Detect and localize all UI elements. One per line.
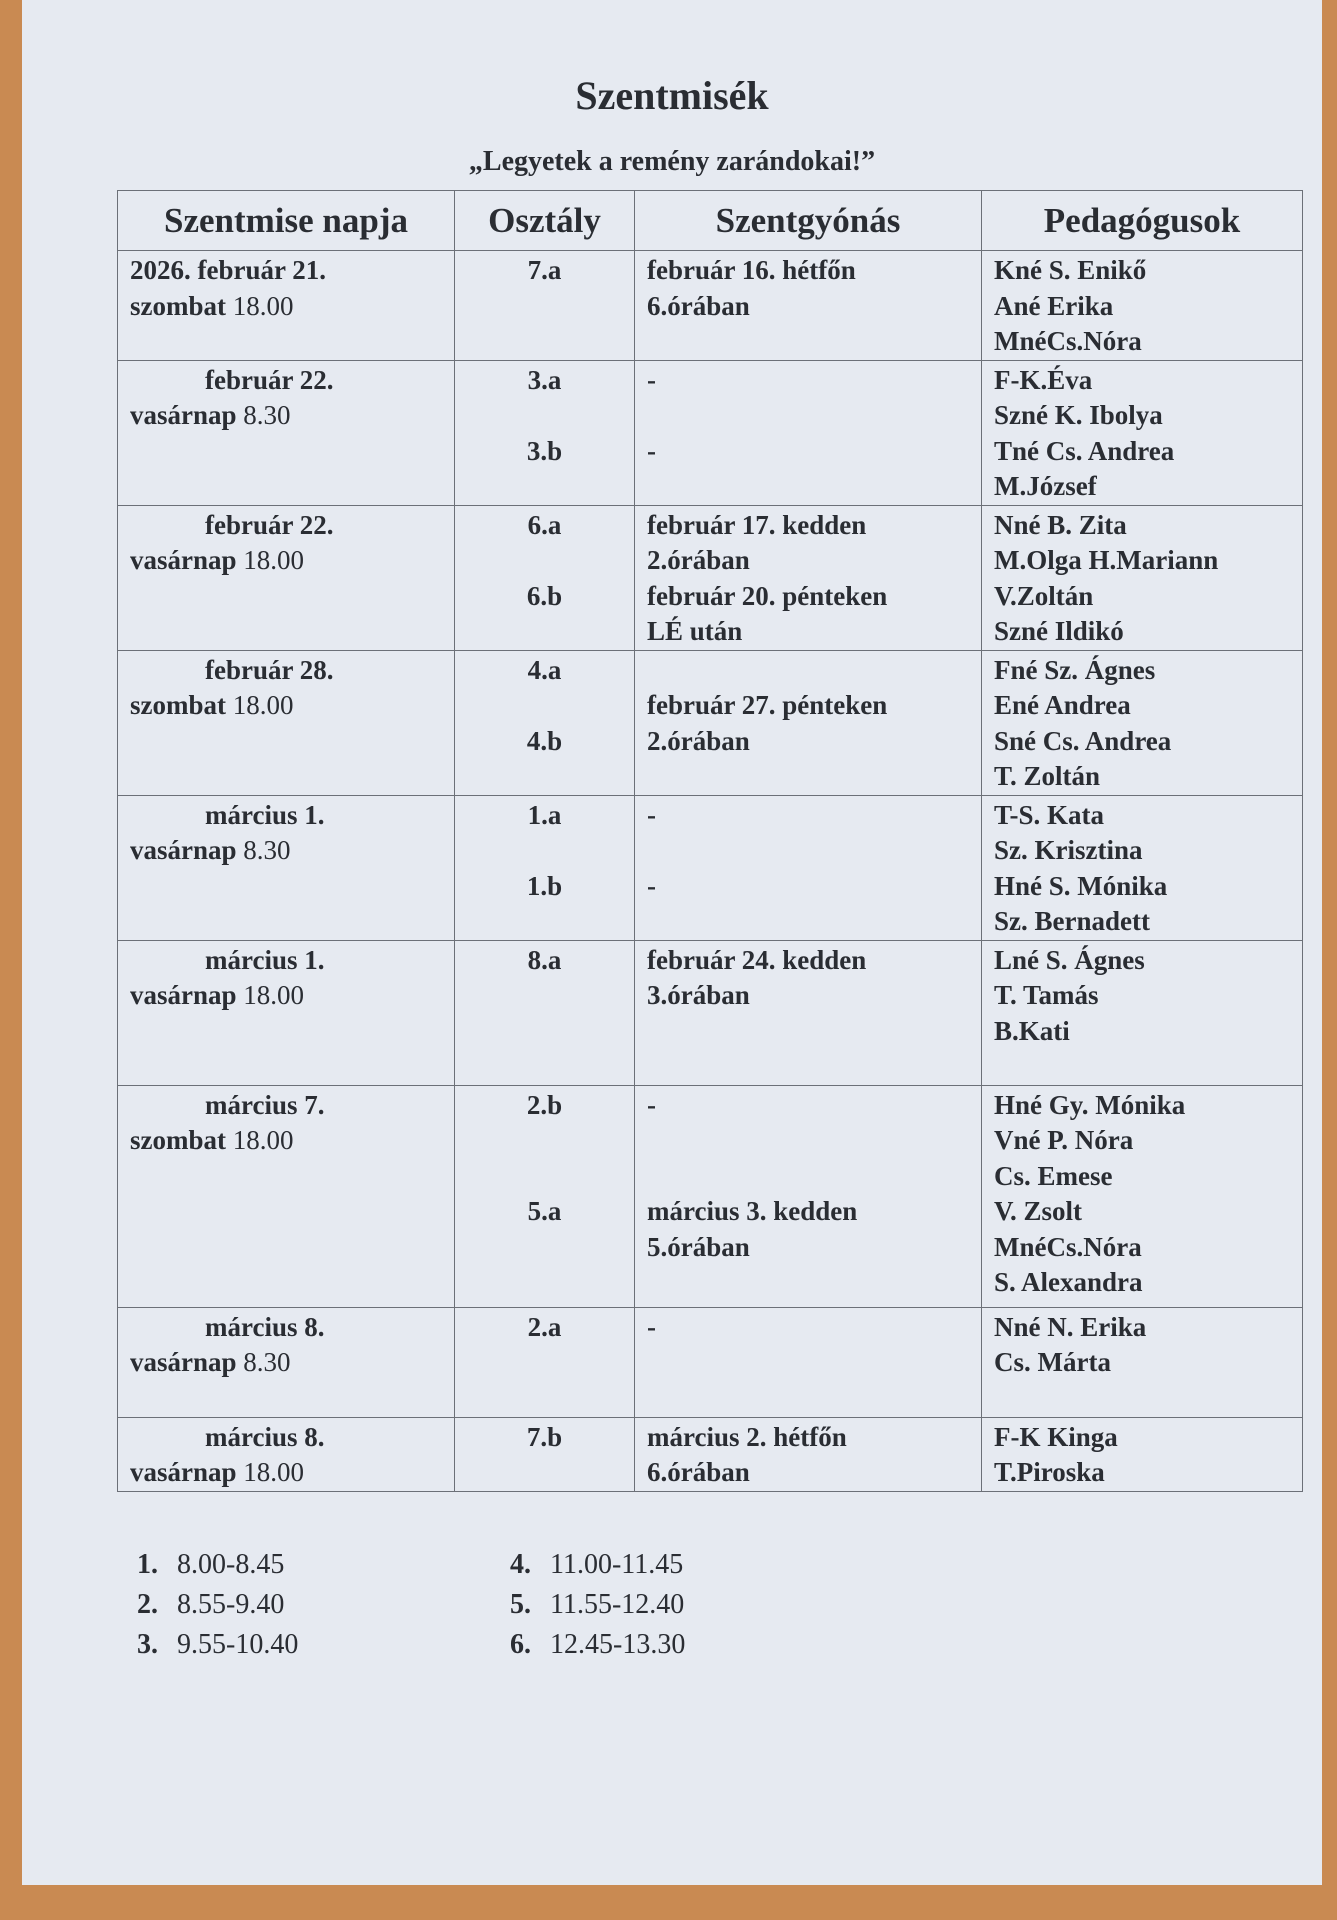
teacher-name: Szné Ildikó <box>994 616 1124 646</box>
period-item <box>137 1545 298 1585</box>
period-time: 8.55-9.40 <box>177 1589 285 1620</box>
mass-date: 2026. február 21. <box>130 255 326 285</box>
class-name: 2.a <box>527 1311 562 1342</box>
mass-day-time <box>130 1455 442 1491</box>
class-cell <box>455 795 635 940</box>
mass-time: 8.30 <box>243 400 291 430</box>
confession-line <box>647 904 969 940</box>
mass-date-cell <box>118 940 455 1085</box>
confession-line <box>647 1159 969 1195</box>
mass-day-time <box>130 398 442 434</box>
mass-weekday: vasárnap <box>130 980 237 1010</box>
period-time: 12.45-13.30 <box>550 1629 686 1660</box>
period-time: 8.00-8.45 <box>177 1549 285 1580</box>
table-row <box>118 1307 1303 1417</box>
class-name <box>467 1123 622 1159</box>
class-name: 1.b <box>526 870 563 901</box>
mass-weekday: szombat <box>130 690 226 720</box>
teacher-name: B.Kati <box>994 1015 1070 1046</box>
confession-line: 3.órában <box>647 980 750 1010</box>
class-name: 7.a <box>527 255 562 285</box>
mass-date: február 22. <box>205 509 334 540</box>
class-name <box>467 688 622 724</box>
class-name: 3.a <box>527 364 562 395</box>
confession-line <box>647 1381 969 1417</box>
confession-line: - <box>647 435 656 466</box>
teachers-cell <box>982 795 1303 940</box>
mass-date: március 8. <box>205 1421 325 1452</box>
mass-date-cell <box>118 251 455 361</box>
mass-time: 8.30 <box>243 1347 291 1377</box>
confession-line: - <box>647 870 656 901</box>
confession-line <box>647 1345 969 1381</box>
mass-weekday: vasárnap <box>130 545 237 575</box>
table-row <box>118 650 1303 795</box>
confession-line: február 17. kedden <box>647 509 867 540</box>
teacher-name: Kné S. Enikő <box>994 255 1147 285</box>
confession-cell <box>635 360 982 505</box>
class-name: 2.b <box>526 1089 563 1120</box>
teacher-name: Hné S. Mónika <box>994 870 1168 901</box>
mass-weekday: szombat <box>130 1125 226 1155</box>
header-mass-day: Szentmise napja <box>118 191 455 251</box>
teacher-name: T-S. Kata <box>994 799 1105 830</box>
class-name <box>467 759 622 795</box>
class-name: 6.b <box>526 580 563 611</box>
confession-line: 5.órában <box>647 1231 750 1262</box>
class-name <box>467 1230 622 1266</box>
teacher-name: Szné K. Ibolya <box>994 400 1163 430</box>
class-name: 7.b <box>526 1421 563 1452</box>
class-cell <box>455 1417 635 1491</box>
class-name: 5.a <box>527 1196 562 1226</box>
class-name <box>467 614 622 650</box>
confession-line <box>647 1049 969 1085</box>
class-name: 6.a <box>527 509 562 540</box>
confession-line: - <box>647 799 656 830</box>
mass-time: 18.00 <box>232 690 294 720</box>
teachers-cell <box>982 1085 1303 1307</box>
confession-line <box>647 653 969 689</box>
class-name <box>467 1014 622 1050</box>
mass-day-time <box>130 833 442 869</box>
mass-date-cell <box>118 1417 455 1491</box>
confession-line: február 24. kedden <box>647 944 867 975</box>
confession-line <box>647 398 969 434</box>
table-row <box>118 1417 1303 1491</box>
page-subtitle: „Legyetek a remény zarándokai!” <box>468 146 876 177</box>
teacher-name: V. Zsolt <box>994 1196 1083 1226</box>
period-list-left <box>137 1545 298 1665</box>
teachers-cell <box>982 360 1303 505</box>
teachers-cell <box>982 1307 1303 1417</box>
class-name <box>467 1265 622 1301</box>
confession-cell <box>635 505 982 650</box>
period-item <box>137 1625 298 1665</box>
table-header-row <box>118 191 1303 251</box>
period-number: 5. <box>510 1589 531 1620</box>
teacher-name: Sz. Krisztina <box>994 835 1143 865</box>
period-number: 3. <box>137 1629 158 1660</box>
mass-day-time <box>130 1123 442 1159</box>
period-number: 1. <box>137 1549 158 1580</box>
teacher-name <box>994 1381 1290 1417</box>
mass-weekday: szombat <box>130 290 226 321</box>
teachers-cell <box>982 505 1303 650</box>
teacher-name: Sz. Bernadett <box>994 906 1150 936</box>
confession-line <box>647 759 969 795</box>
table-row <box>118 505 1303 650</box>
period-item <box>510 1585 685 1625</box>
mass-time: 8.30 <box>243 835 291 865</box>
class-name <box>467 1159 622 1195</box>
teacher-name: Nné B. Zita <box>994 509 1127 540</box>
class-cell <box>455 505 635 650</box>
mass-time: 18.00 <box>243 545 305 575</box>
period-item <box>510 1625 685 1665</box>
mass-date: március 1. <box>205 944 325 975</box>
teacher-name: M.Olga H.Mariann <box>994 545 1219 575</box>
teacher-name: T.Piroska <box>994 1457 1105 1487</box>
teacher-name: Nné N. Erika <box>994 1311 1147 1342</box>
teacher-name: T. Zoltán <box>994 761 1101 791</box>
table-row <box>118 251 1303 361</box>
period-list-right <box>510 1545 685 1665</box>
period-time: 9.55-10.40 <box>177 1629 299 1660</box>
mass-day-time <box>130 289 442 325</box>
teachers-cell <box>982 1417 1303 1491</box>
mass-day-time <box>130 543 442 579</box>
teacher-name: Fné Sz. Ágnes <box>994 654 1156 685</box>
period-item <box>510 1545 685 1585</box>
teacher-name: Hné Gy. Mónika <box>994 1089 1186 1120</box>
confession-cell <box>635 1307 982 1417</box>
confession-line: 2.órában <box>647 545 750 575</box>
teacher-name: F-K Kinga <box>994 1421 1118 1452</box>
mass-day-time <box>130 1345 442 1381</box>
table-row <box>118 795 1303 940</box>
mass-date-cell <box>118 1307 455 1417</box>
class-name <box>467 543 622 579</box>
teacher-name: Ané Erika <box>994 290 1114 321</box>
mass-date: február 22. <box>205 364 334 395</box>
confession-line <box>647 1014 969 1050</box>
teacher-name: M.József <box>994 471 1097 501</box>
mass-time: 18.00 <box>243 980 305 1010</box>
period-number: 2. <box>137 1589 158 1620</box>
period-item <box>137 1585 298 1625</box>
period-time: 11.55-12.40 <box>550 1589 685 1620</box>
class-name <box>467 1049 622 1085</box>
class-name <box>467 469 622 505</box>
class-cell <box>455 650 635 795</box>
class-cell <box>455 1085 635 1307</box>
confession-line <box>647 469 969 505</box>
confession-line: - <box>647 1311 656 1342</box>
teacher-name: Tné Cs. Andrea <box>994 435 1175 466</box>
table-body <box>118 251 1303 1492</box>
class-name <box>467 1381 622 1417</box>
teachers-cell <box>982 650 1303 795</box>
header-teachers: Pedagógusok <box>982 191 1303 251</box>
teacher-name: Vné P. Nóra <box>994 1125 1134 1155</box>
mass-date-cell <box>118 1085 455 1307</box>
confession-line: február 27. pénteken <box>647 690 888 720</box>
class-name: 3.b <box>526 435 563 466</box>
confession-cell <box>635 795 982 940</box>
teacher-name: Ené Andrea <box>994 690 1131 720</box>
teacher-name: Lné S. Ágnes <box>994 944 1145 975</box>
mass-date: február 28. <box>205 654 334 685</box>
confession-cell <box>635 1085 982 1307</box>
class-name <box>467 833 622 869</box>
class-cell <box>455 1307 635 1417</box>
teacher-name: F-K.Éva <box>994 364 1093 395</box>
confession-line: LÉ után <box>647 616 743 646</box>
confession-cell <box>635 251 982 361</box>
teacher-name: T. Tamás <box>994 980 1099 1010</box>
header-confession: Szentgyónás <box>635 191 982 251</box>
confession-line: 2.órában <box>647 725 750 756</box>
confession-line: március 2. hétfőn <box>647 1421 847 1452</box>
teachers-cell <box>982 940 1303 1085</box>
class-cell <box>455 360 635 505</box>
confession-line: - <box>647 1089 656 1120</box>
teacher-name: V.Zoltán <box>994 580 1094 611</box>
mass-weekday: vasárnap <box>130 1457 237 1487</box>
mass-day-time <box>130 688 442 724</box>
mass-date: március 1. <box>205 799 325 830</box>
teacher-name: Sné Cs. Andrea <box>994 725 1172 756</box>
confession-line: február 20. pénteken <box>647 580 888 611</box>
page-title: Szentmisék <box>575 73 769 118</box>
confession-line <box>647 1265 969 1301</box>
teachers-cell <box>982 251 1303 361</box>
mass-day-time <box>130 978 442 1014</box>
confession-line: 6.órában <box>647 1457 750 1487</box>
teacher-name: S. Alexandra <box>994 1267 1143 1297</box>
teacher-name: MnéCs.Nóra <box>994 326 1142 356</box>
table-row <box>118 1085 1303 1307</box>
class-name <box>467 904 622 940</box>
class-name: 8.a <box>527 944 562 975</box>
mass-date: március 7. <box>205 1089 325 1120</box>
mass-date: március 8. <box>205 1311 325 1342</box>
mass-date-cell <box>118 795 455 940</box>
class-name <box>467 1455 622 1491</box>
teacher-name: Cs. Emese <box>994 1160 1113 1191</box>
class-name: 4.b <box>526 725 563 756</box>
mass-weekday: vasárnap <box>130 1347 237 1377</box>
class-name: 4.a <box>527 654 562 685</box>
mass-schedule-table <box>117 190 1303 1492</box>
class-cell <box>455 251 635 361</box>
mass-date-cell <box>118 650 455 795</box>
teacher-name: MnéCs.Nóra <box>994 1231 1142 1262</box>
table-row <box>118 940 1303 1085</box>
teacher-name: Cs. Márta <box>994 1347 1111 1377</box>
table-row <box>118 360 1303 505</box>
mass-time: 18.00 <box>232 1125 294 1155</box>
confession-cell <box>635 1417 982 1491</box>
period-time: 11.00-11.45 <box>550 1549 684 1580</box>
confession-line: március 3. kedden <box>647 1196 858 1226</box>
class-name <box>467 398 622 434</box>
confession-line: - <box>647 364 656 395</box>
confession-cell <box>635 940 982 1085</box>
mass-weekday: vasárnap <box>130 400 237 430</box>
teacher-name <box>994 1049 1290 1085</box>
class-name <box>467 978 622 1014</box>
class-name: 1.a <box>527 799 562 830</box>
mass-date-cell <box>118 360 455 505</box>
mass-date-cell <box>118 505 455 650</box>
mass-time: 18.00 <box>232 290 294 321</box>
mass-weekday: vasárnap <box>130 835 237 865</box>
period-number: 6. <box>510 1629 531 1660</box>
class-cell <box>455 940 635 1085</box>
confession-line <box>647 1123 969 1159</box>
confession-line <box>647 833 969 869</box>
paper-sheet <box>22 0 1322 1885</box>
confession-cell <box>635 650 982 795</box>
class-name <box>467 1345 622 1381</box>
period-number: 4. <box>510 1549 531 1580</box>
mass-time: 18.00 <box>243 1457 305 1487</box>
confession-line: 6.órában <box>647 290 750 321</box>
header-class: Osztály <box>455 191 635 251</box>
confession-line: február 16. hétfőn <box>647 255 856 285</box>
